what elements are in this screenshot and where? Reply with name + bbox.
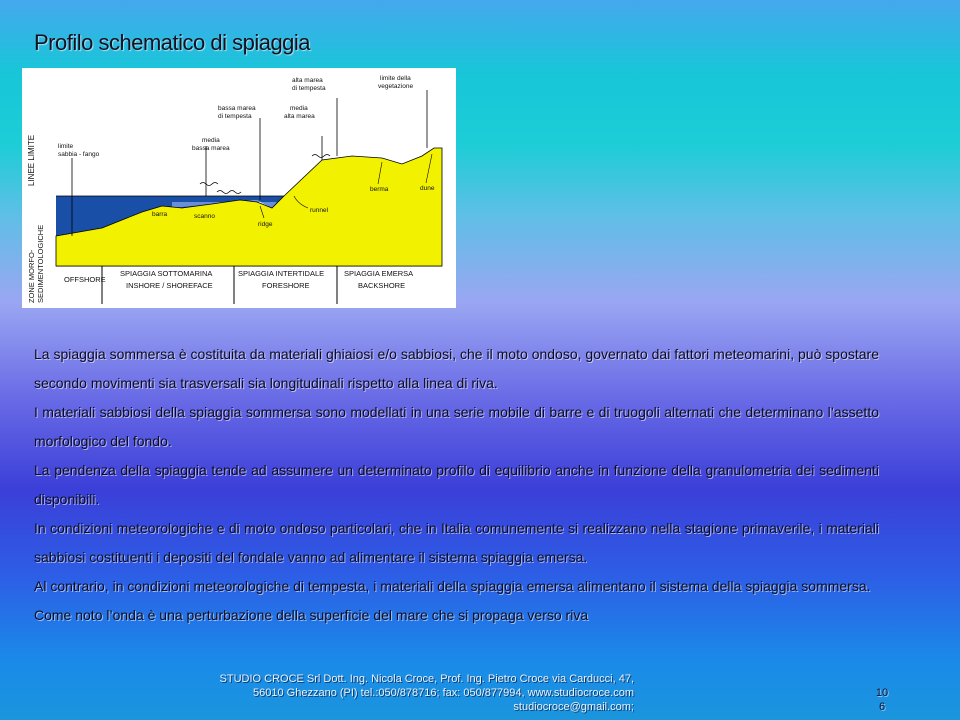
body-text [34, 340, 879, 630]
feature-label-runnel: runnel [310, 207, 329, 214]
axis-label-limits: LINEE LIMITE [27, 134, 36, 186]
page-number-bottom: 6 [878, 701, 886, 713]
limit-label-storm-low-1: bassa marea [218, 105, 256, 112]
limit-label-sand-mud-2: sabbia - fango [58, 151, 100, 158]
zone-label-inshore-1: SPIAGGIA SOTTOMARINA [120, 269, 213, 278]
limit-label-sand-mud-1: limite [58, 143, 74, 150]
zone-label-offshore: OFFSHORE [64, 275, 106, 284]
feature-label-ridge: ridge [258, 221, 273, 228]
beach-profile-diagram [22, 68, 456, 308]
limit-label-storm-high-2: di tempesta [292, 85, 326, 92]
limit-label-vegetation-1: limite della [380, 75, 411, 82]
limit-label-vegetation-2: vegetazione [378, 83, 414, 90]
page-number [870, 686, 894, 714]
paragraph: Come noto l’onda è una perturbazione della superficie del mare che si propaga verso riva [34, 607, 589, 623]
limit-label-mean-low-2: bassa marea [192, 145, 230, 152]
limit-label-mean-low-1: media [202, 137, 220, 144]
axis-label-zones-2: SEDIMENTOLOGICHE [36, 224, 45, 303]
page-number-top: 10 [875, 687, 889, 699]
footer-line: STUDIO CROCE Srl Dott. Ing. Nicola Croce, Prof. Ing. Pietro Croce via Carducci, 47, [219, 673, 634, 685]
limit-label-storm-high-1: alta marea [292, 77, 323, 84]
limit-label-mean-high-2: alta marea [284, 113, 315, 120]
footer-contact [140, 672, 634, 714]
limit-label-mean-high-1: media [290, 105, 308, 112]
zone-label-inshore-2: INSHORE / SHOREFACE [126, 281, 213, 290]
zone-label-backshore-1: SPIAGGIA EMERSA [344, 269, 414, 278]
zone-label-backshore-2: BACKSHORE [358, 281, 406, 290]
feature-label-barra: barra [152, 211, 168, 218]
paragraph: In condizioni meteorologiche e di moto ondoso particolari, che in Italia comunemente si realizzano nella stagione primaverile, i materiali sabbiosi costituenti i depositi del fondale vanno ad alimentare il sistema spiaggia emersa. [34, 520, 879, 565]
feature-label-scanno: scanno [194, 213, 215, 220]
feature-label-berma: berma [370, 186, 389, 193]
limit-label-storm-low-2: di tempesta [218, 113, 252, 120]
paragraph: La spiaggia sommersa è costituita da materiali ghiaiosi e/o sabbiosi, che il moto ondoso, governato dai fattori meteomarini, può spostare secondo movimenti sia trasversali sia longitudinali rispetto alla linea di riva. [34, 346, 879, 391]
slide-title: Profilo schematico di spiaggia [34, 30, 311, 55]
paragraph: I materiali sabbiosi della spiaggia sommersa sono modellati in una serie mobile di barre e di truogoli alternati che determinano l’assetto morfologico del fondo. [34, 404, 879, 449]
zone-label-foreshore-2: FORESHORE [262, 281, 310, 290]
footer-line: 56010 Ghezzano (PI) tel.:050/878716; fax: 050/877994, www.studiocroce.com [253, 687, 634, 699]
feature-label-dune: dune [420, 185, 435, 192]
footer-line: studiocroce@gmail.com; [513, 701, 634, 713]
paragraph: La pendenza della spiaggia tende ad assumere un determinato profilo di equilibrio anche in funzione della granulometria dei sedimenti disponibili. [34, 462, 879, 507]
axis-label-zones-1: ZONE MORFO- [27, 249, 36, 303]
zone-label-foreshore-1: SPIAGGIA INTERTIDALE [238, 269, 325, 278]
paragraph: Al contrario, in condizioni meteorologiche di tempesta, i materiali della spiaggia emersa alimentano il sistema della spiaggia sommersa. [34, 578, 871, 594]
